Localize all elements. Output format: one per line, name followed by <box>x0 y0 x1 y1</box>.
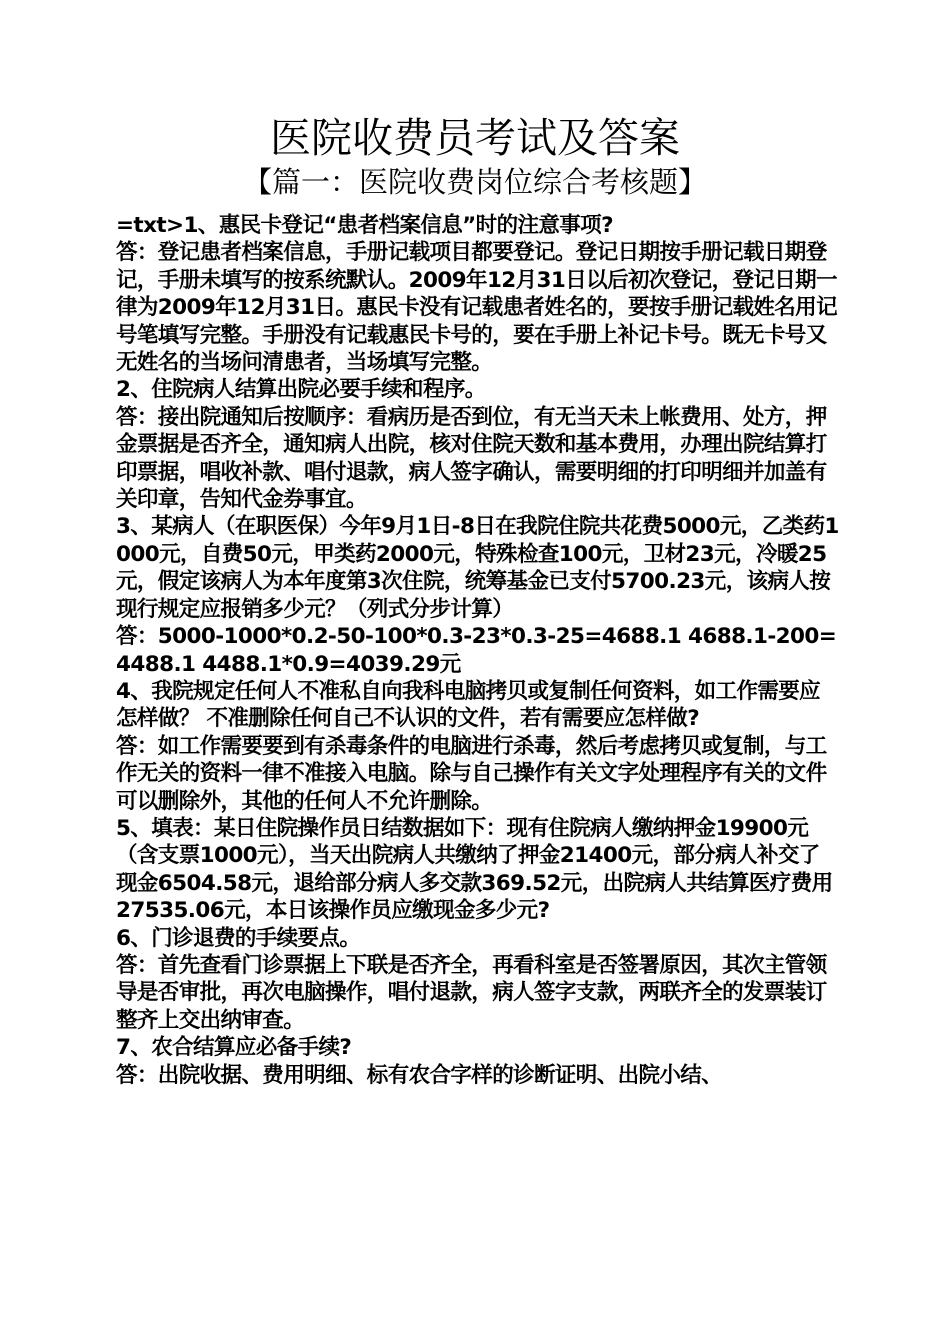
answer-2: 答：接出院通知后按顺序：看病历是否到位，有无当天未上帐费用、处方，押金票据是否齐全，通知病人出院，核对住院天数和基本费用，办理出院结算打印票据，唱收补款、唱付退款，病人签字确认，需要明细的打印明细并加盖有关印章，告知代金券事宜。 <box>116 404 827 513</box>
answer-6: 答：首先查看门诊票据上下联是否齐全，再看科室是否签署原因，其次主管领导是否审批，再次电脑操作，唱付退款，病人签字支款，两联齐全的发票装订整齐上交出纳审查。 <box>116 952 827 1033</box>
question-3: 3、某病人（在职医保）今年9月1日-8日在我院住院共花费5000元，乙类药1000元，自费50元，甲类药2000元，特殊检查100元，卫材23元，冷暖25元，假定该病人为本年度第3次住院，统筹基金已支付5700.23元，该病人按现行规定应报销多少元？（列式分步计算） <box>116 514 839 622</box>
document-subtitle: 【篇一：医院收费岗位综合考核题】 <box>242 165 707 199</box>
question-5: 5、填表：某日住院操作员日结数据如下：现有住院病人缴纳押金19900元（含支票1000元），当天出院病人共缴纳了押金21400元，部分病人补交了现金6504.58元，退给部分病人多交款369.52元，出院病人共结算医疗费用27535.06元，本日该操作员应缴现金多少元? <box>116 815 833 924</box>
answer-1: 答：登记患者档案信息，手册记载项目都要登记。登记日期按手册记载日期登记，手册未填写的按系统默认。2009年12月31日以后初次登记，登记日期一律为2009年12月31日。惠民卡没有记载患者姓名的，要按手册记载姓名用记号笔填写完整。手册没有记载惠民卡号的，要在手册上补记卡号。既无卡号又无姓名的当场问清患者，当场填写完整。 <box>116 240 837 376</box>
question-4: 4、我院规定任何人不准私自向我科电脑拷贝或复制任何资料，如工作需要应怎样做？ 不准删除任何自己不认识的文件，若有需要应怎样做? <box>116 678 821 732</box>
document-body <box>116 212 840 1089</box>
answer-4: 答：如工作需要要到有杀毒条件的电脑进行杀毒，然后考虑拷贝或复制，与工作无关的资料一律不准接入电脑。除与自己操作有关文字处理程序有关的文件可以删除外，其他的任何人不允许删除。 <box>116 733 827 814</box>
document-title: 医院收费员考试及答案 <box>270 114 680 162</box>
question-7: 7、农合结算应必备手续? <box>116 1035 352 1061</box>
question-2: 2、住院病人结算出院必要手续和程序。 <box>116 377 486 403</box>
question-6: 6、门诊退费的手续要点。 <box>116 925 361 951</box>
answer-3: 答：5000-1000*0.2-50-100*0.3-23*0.3-25=4688.1 4688.1-200=4488.1 4488.1*0.9=4039.29元 <box>116 624 837 677</box>
answer-7: 答：出院收据、费用明细、标有农合字样的诊断证明、出院小结、 <box>116 1062 723 1088</box>
question-1: =txt>1、惠民卡登记“患者档案信息”时的注意事项? <box>116 213 613 238</box>
